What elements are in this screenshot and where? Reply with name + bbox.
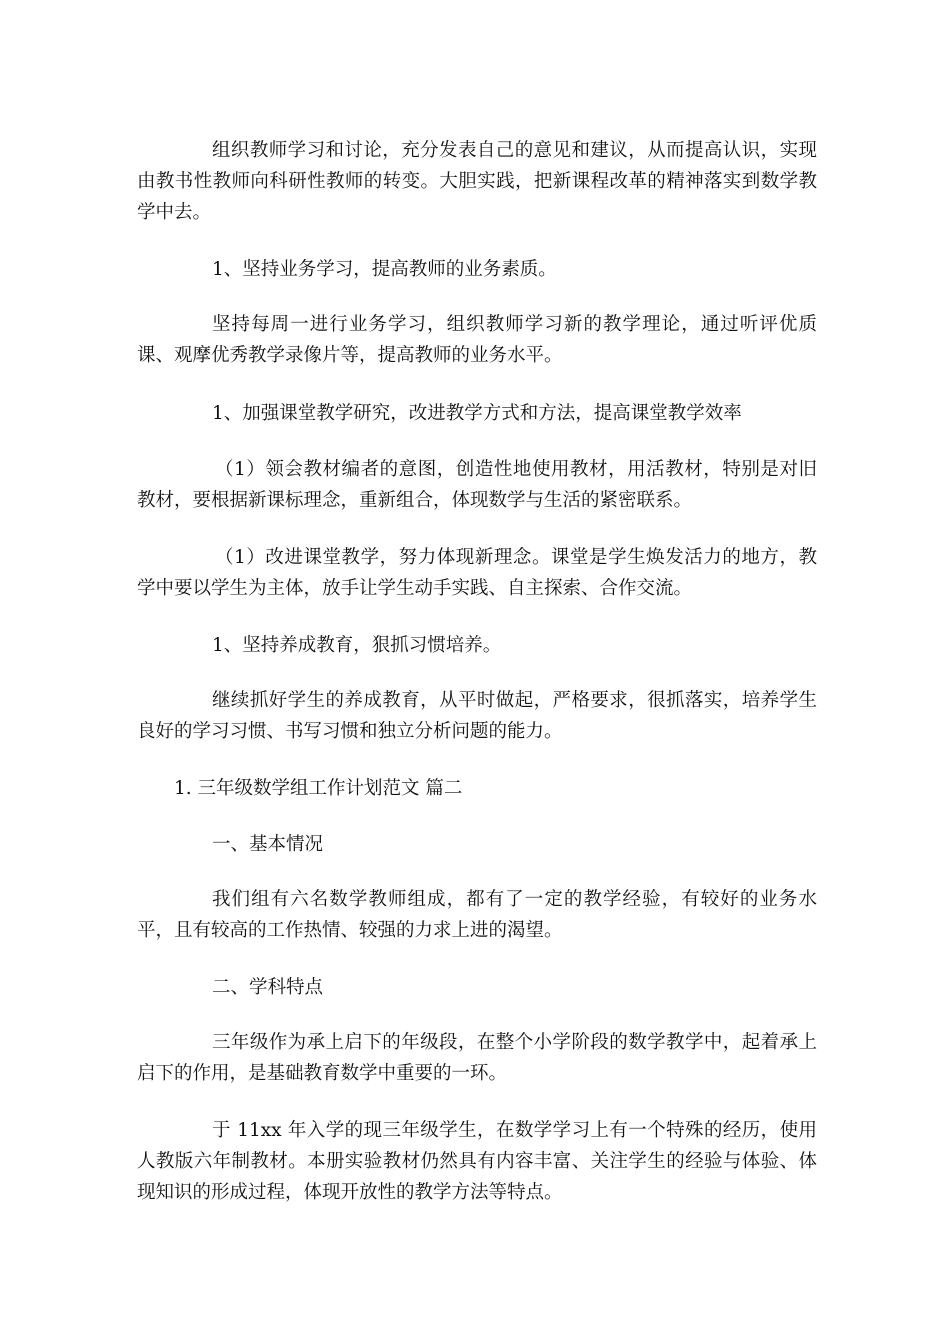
paragraph-11: 于 11xx 年入学的现三年级学生，在数学学习上有一个特殊的经历，使用人教版六年制教材。本册实验教材仍然具有内容丰富、关注学生的经验与体验、体现知识的形成过程，体现开放性的教学方法等特点。 <box>137 1120 817 1203</box>
paragraph-5: （1）领会教材编者的意图，创造性地使用教材，用活教材，特别是对旧教材，要根据新课标理念，重新组合，体现数学与生活的紧密联系。 <box>137 459 817 511</box>
paragraph-6: （1）改进课堂教学，努力体现新理念。课堂是学生焕发活力的地方，教学中要以学生为主体，放手让学生动手实践、自主探索、合作交流。 <box>137 547 817 599</box>
subheading-subject-features: 二、学科特点 <box>212 977 324 998</box>
paragraph-1: 组织教师学习和讨论，充分发表自己的意见和建议，从而提高认识，实现由教书性教师向科研性教师的转变。大胆实践，把新课程改革的精神落实到数学教学中去。 <box>137 140 817 223</box>
subheading-basic-situation: 一、基本情况 <box>212 834 324 855</box>
paragraph-2: 1、坚持业务学习，提高教师的业务素质。 <box>212 259 557 280</box>
paragraph-3: 坚持每周一进行业务学习，组织教师学习新的教学理论，通过听评优质课、观摩优秀教学录像片等，提高教师的业务水平。 <box>137 314 817 366</box>
paragraph-10: 三年级作为承上启下的年级段，在整个小学阶段的数学教学中，起着承上启下的作用，是基础教育数学中重要的一环。 <box>137 1032 817 1084</box>
paragraph-9: 我们组有六名数学教师组成，都有了一定的教学经验，有较好的业务水平，且有较高的工作热情、较强的力求上进的渴望。 <box>137 889 817 941</box>
section-heading: 1. 三年级数学组工作计划范文 篇二 <box>174 778 463 799</box>
paragraph-7: 1、坚持养成教育，狠抓习惯培养。 <box>212 635 502 656</box>
paragraph-4: 1、加强课堂教学研究，改进教学方式和方法，提高课堂教学效率 <box>212 403 742 424</box>
paragraph-8: 继续抓好学生的养成教育，从平时做起，严格要求，很抓落实，培养学生良好的学习习惯、书写习惯和独立分析问题的能力。 <box>137 690 817 742</box>
